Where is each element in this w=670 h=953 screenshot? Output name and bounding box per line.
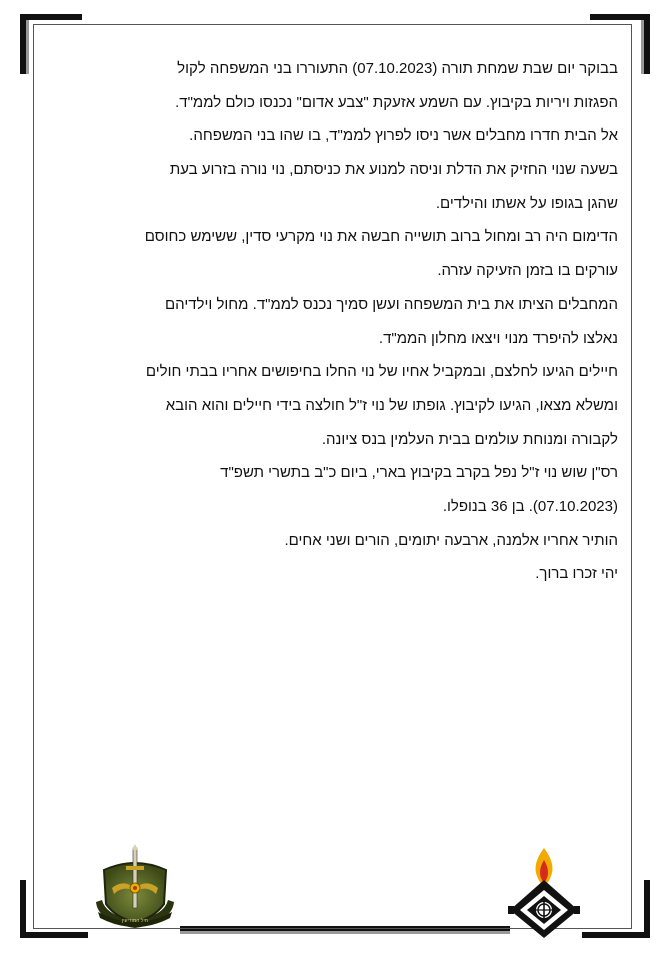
text-line: יהי זכרו ברוך. (535, 565, 618, 583)
frame-shadow-left (26, 20, 29, 74)
unit-insignia-icon (88, 842, 182, 932)
frame-corner-bottom-left-v (20, 880, 26, 938)
frame-corner-top-right-v (644, 14, 650, 74)
frame-corner-top-left-h (20, 14, 82, 20)
frame-corner-bottom-left-h (20, 932, 88, 938)
text-line: עורקים בו בזמן הזעיקה עזרה. (437, 262, 618, 280)
text-line: חיילים הגיעו לחלצם, ובמקביל אחיו של נוי החלו בחיפושים אחריו בבתי חולים (145, 363, 618, 381)
text-line: הותיר אחריו אלמנה, ארבעה יתומים, הורים ושני אחים. (284, 531, 618, 549)
frame-shadow-right (641, 20, 644, 74)
text-line: (07.10.2023). בן 36 בנופלו. (442, 497, 618, 515)
text-line: הדימום היה רב ומחול ברוב תושייה חבשה את נוי מקרעי סדין, ששימש כחוסם (144, 228, 618, 246)
text-line: שהגן בגופו על אשתו והילדים. (435, 194, 618, 212)
text-line: נאלצו להיפרד מנוי ויצאו מחלון הממ"ד. (378, 329, 618, 347)
text-line: בבוקר יום שבת שמחת תורה (07.10.2023) התעוררו בני המשפחה לקול (177, 60, 618, 77)
text-line: הפגזות ויריות בקיבוץ. עם השמע אזעקת "צבע אדום" נכנסו כולם לממ"ד. (175, 93, 618, 111)
text-line: לקבורה ומנוחת עולמים בבית העלמין בנס ציונה. (321, 430, 618, 448)
insignia-caption: חיל המודיעין (121, 918, 149, 924)
frame-corner-bottom-right-v (644, 880, 650, 938)
frame-bottom-bar-shadow (180, 931, 510, 934)
text-line: ומשלא מצאו, הגיעו לקיבוץ. גופתו של נוי ז"ל חולצה בידי חיילים והוא הובא (165, 396, 618, 414)
text-line: בשעה שנוי החזיק את הדלת וניסה למנוע את כניסתם, נוי נורה בזרוע בעת (169, 161, 618, 179)
text-line: המחבלים הציתו את בית המשפחה ועשן סמיך נכנס לממ"ד. מחול וילדיהם (164, 295, 618, 313)
text-line: אל הבית חדרו מחבלים אשר ניסו לפרוץ לממ"ד, בו שהו בני המשפחה. (189, 127, 618, 145)
memorial-flame-icon (506, 846, 582, 938)
frame-corner-bottom-right-h (582, 932, 650, 938)
memorial-text (48, 52, 618, 591)
text-line: רס"ן שוש נוי ז"ל נפל בקרב בקיבוץ בארי, ביום כ"ב בתשרי תשפ"ד (220, 464, 618, 482)
